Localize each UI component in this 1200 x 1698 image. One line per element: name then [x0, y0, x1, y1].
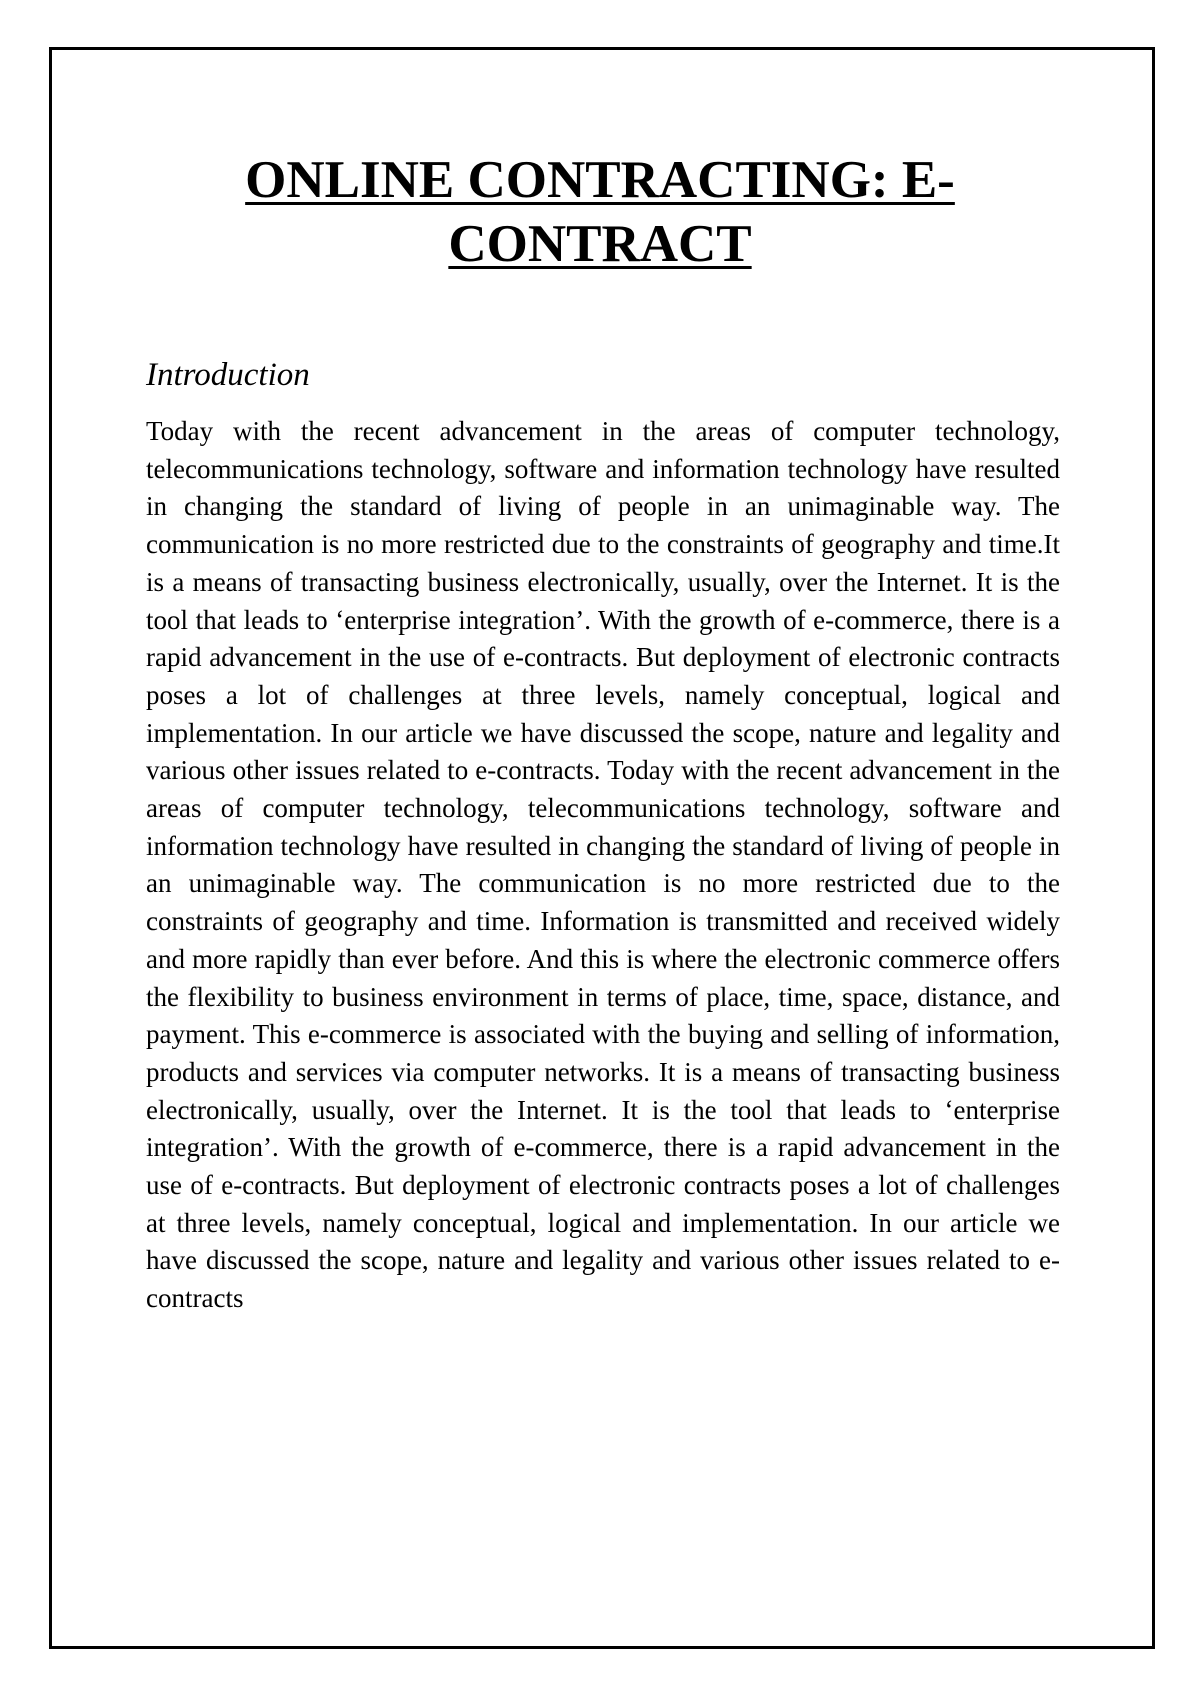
section-heading-introduction: Introduction: [146, 357, 310, 393]
body-paragraph: Today with the recent advancement in the areas of computer technology, telecommunications technology, software and information technology have resulted in changing the standard of living of people in an unimaginable way. The communication is no more restricted due to the constraints of geography and time.It is a means of transacting business electronically, usually, over the Internet. It is the tool that leads to ‘enterprise integration’. With the growth of e-commerce, there is a rapid advancement in the use of e-contracts. But deployment of electronic contracts poses a lot of challenges at three levels, namely conceptual, logical and implementation. In our article we have discussed the scope, nature and legality and various other issues related to e-contracts. Today with the recent advancement in the areas of computer technology, telecommunications technology, software and information technology have resulted in changing the standard of living of people in an unimaginable way. The communication is no more restricted due to the constraints of geography and time. Information is transmitted and received widely and more rapidly than ever before. And this is where the electronic commerce offers the flexibility to business environment in terms of place, time, space, distance, and payment. This e-commerce is associated with the buying and selling of information, products and services via computer networks. It is a means of transacting business electronically, usually, over the Internet. It is the tool that leads to ‘enterprise integration’. With the growth of e-commerce, there is a rapid advancement in the use of e-contracts. But deployment of electronic contracts poses a lot of challenges at three levels, namely conceptual, logical and implementation. In our article we have discussed the scope, nature and legality and various other issues related to e-contracts: [146, 416, 1060, 1314]
document-title: ONLINE CONTRACTING: E-CONTRACT: [245, 151, 955, 273]
